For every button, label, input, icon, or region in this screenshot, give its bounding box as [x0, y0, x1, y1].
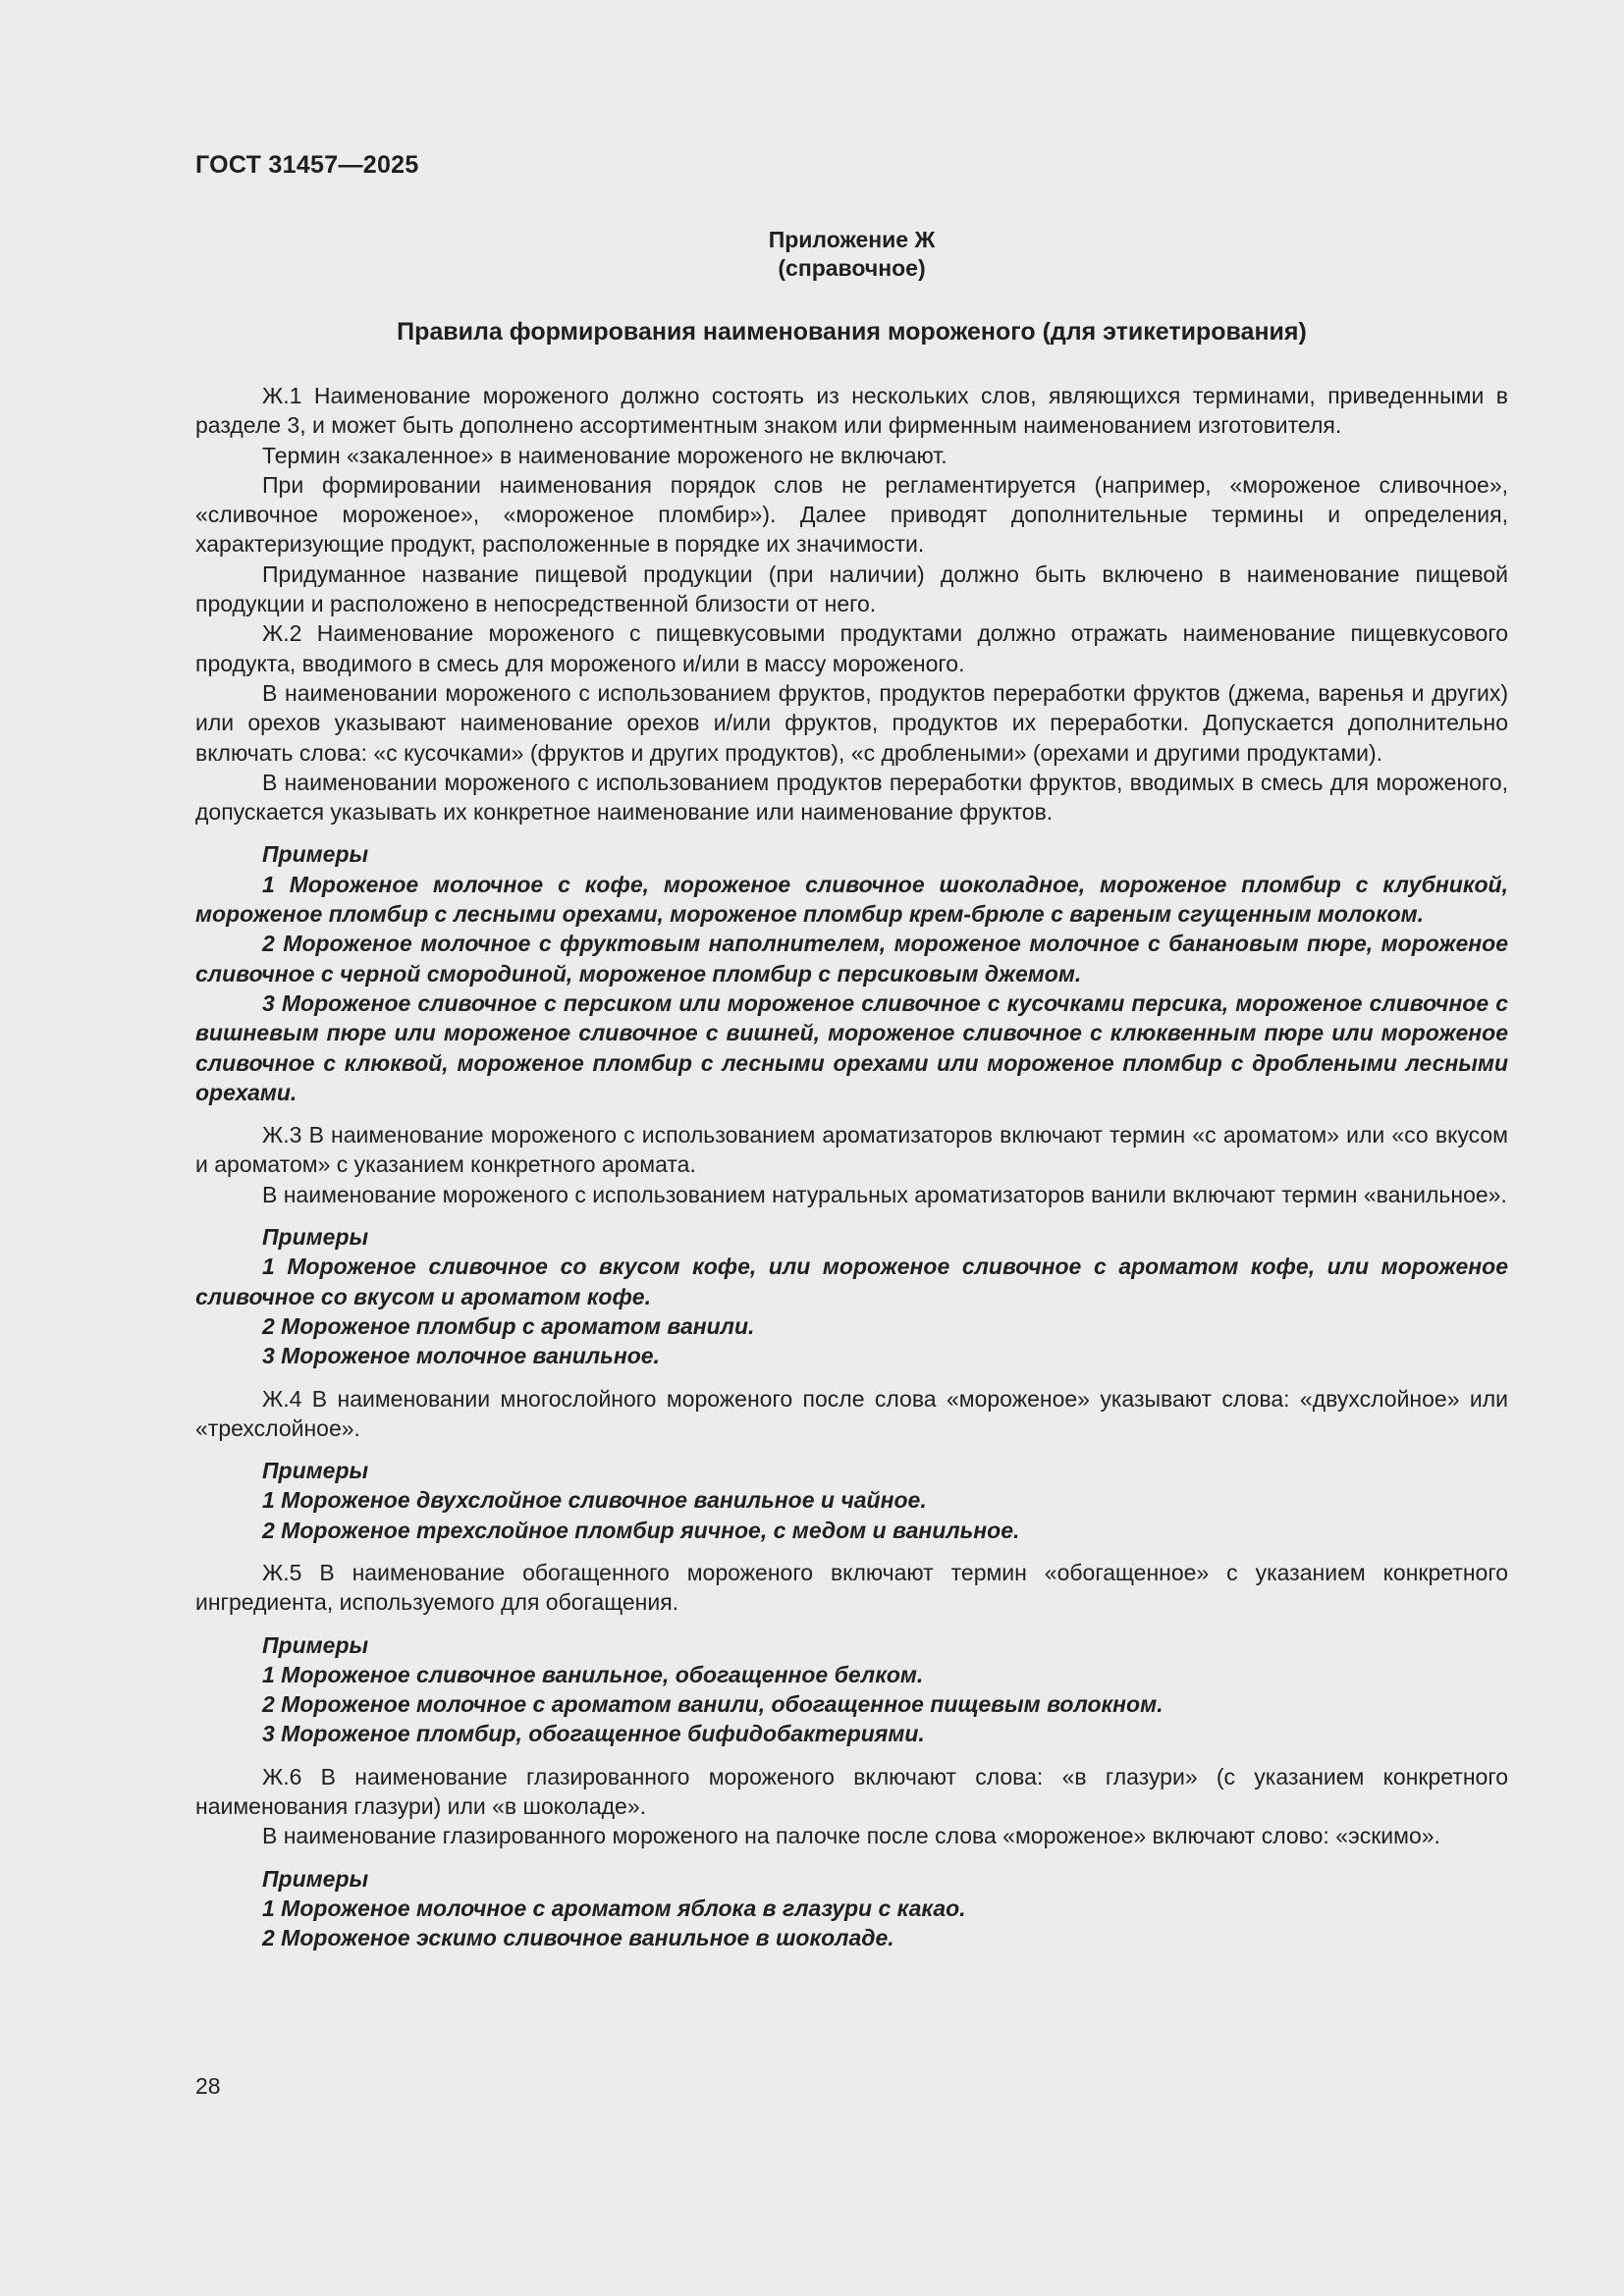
example-paragraph: 3 Мороженое молочное ванильное. — [262, 1343, 660, 1369]
body-paragraph: В наименовании мороженого с использованием продуктов переработки фруктов, вводимых в смесь для мороженого, допускается указывать их конкретное наименование или наименование фруктов. — [195, 769, 1508, 826]
body-paragraph: При формировании наименования порядок слов не регламентируется (например, «мороженое сливочное», «сливочное мороженое», «мороженое пломбир»). Далее приводят дополнительные термины и определения, характеризующие продукт, расположенные в порядке их значимости. — [195, 471, 1508, 558]
example-paragraph: 2 Мороженое эскимо сливочное ванильное в шоколаде. — [262, 1925, 894, 1951]
example-paragraph: Примеры — [262, 841, 369, 868]
body-paragraph: Придуманное название пищевой продукции (при наличии) должно быть включено в наименование пищевой продукции и расположено в непосредственной близости от него. — [195, 561, 1508, 617]
body-paragraph: Ж.6 В наименование глазированного мороженого включают слова: «в глазури» (с указанием конкретного наименования глазури) или «в шоколаде». — [195, 1763, 1508, 1820]
body-paragraph: Ж.1 Наименование мороженого должно состоять из нескольких слов, являющихся терминами, приведенными в разделе 3, и может быть дополнено ассортиментным знаком или фирменным наименованием изготовителя. — [195, 383, 1508, 439]
body-paragraph: Ж.3 В наименование мороженого с использованием ароматизаторов включают термин «с ароматом» или «со вкусом и ароматом» с указанием конкретного аромата. — [195, 1122, 1508, 1178]
annex-status: (справочное) — [778, 255, 926, 281]
body-paragraph: В наименовании мороженого с использованием фруктов, продуктов переработки фруктов (джема, варенья и других) или орехов указывают наименование орехов и/или фруктов, продуктов их переработки. Допускается дополнительно включать слова: «с кусочками» (фруктов и других продуктов), «с дроблеными» (орехами и другими продуктами). — [195, 679, 1508, 766]
example-paragraph: 3 Мороженое пломбир, обогащенное бифидобактериями. — [262, 1721, 925, 1747]
body-paragraph: Ж.2 Наименование мороженого с пищевкусовыми продуктами должно отражать наименование пищевкусового продукта, вводимого в смесь для мороженого и/или в массу мороженого. — [195, 620, 1508, 676]
body-paragraph: В наименование глазированного мороженого на палочке после слова «мороженое» включают слово: «эскимо». — [262, 1823, 1440, 1849]
body-paragraph: В наименование мороженого с использованием натуральных ароматизаторов ванили включают термин «ванильное». — [262, 1181, 1507, 1207]
example-paragraph: 2 Мороженое молочное с ароматом ванили, обогащенное пищевым волокном. — [262, 1691, 1164, 1718]
body-paragraph: Термин «закаленное» в наименование мороженого не включают. — [262, 442, 947, 468]
annex-title: Правила формирования наименования мороженого (для этикетирования) — [397, 318, 1307, 346]
example-paragraph: Примеры — [262, 1224, 369, 1251]
page-number: 28 — [195, 2073, 221, 2099]
example-paragraph: Примеры — [262, 1631, 369, 1658]
standard-designation: ГОСТ 31457—2025 — [195, 151, 419, 179]
example-paragraph: 2 Мороженое трехслойное пломбир яичное, с медом и ванильное. — [262, 1517, 1020, 1543]
example-paragraph: Примеры — [262, 1458, 369, 1484]
body-paragraph: Ж.4 В наименовании многослойного мороженого после слова «мороженое» указывают слова: «двухслойное» или «трехслойное». — [195, 1385, 1508, 1441]
example-paragraph: Примеры — [262, 1865, 369, 1892]
body-paragraph: Ж.5 В наименование обогащенного мороженого включают термин «обогащенное» с указанием конкретного ингредиента, используемого для обогащения. — [195, 1559, 1508, 1616]
example-paragraph: 1 Мороженое двухслойное сливочное ванильное и чайное. — [262, 1487, 927, 1514]
annex-heading — [195, 226, 1508, 283]
example-paragraph: 1 Мороженое сливочное со вкусом кофе, или мороженое сливочное с ароматом кофе, или мороженое сливочное со вкусом и ароматом кофе. — [195, 1254, 1508, 1309]
example-paragraph: 1 Мороженое сливочное ванильное, обогащенное белком. — [262, 1661, 924, 1687]
example-paragraph: 3 Мороженое сливочное с персиком или мороженое сливочное с кусочками персика, мороженое сливочное с вишневым пюре или мороженое сливочное с вишней, мороженое сливочное с клюквенным пюре или мороженое сливочное с клюквой, мороженое пломбир с лесными орехами или мороженое пломбир с дроблеными лесными орехами. — [195, 989, 1508, 1105]
example-paragraph: 2 Мороженое молочное с фруктовым наполнителем, мороженое молочное с банановым пюре, мороженое сливочное с черной смородиной, мороженое пломбир с персиковым джемом. — [195, 931, 1508, 987]
example-paragraph: 1 Мороженое молочное с кофе, мороженое сливочное шоколадное, мороженое пломбир с клубникой, мороженое пломбир с лесными орехами, мороженое пломбир крем-брюле с вареным сгущенным молоком. — [195, 871, 1508, 928]
document-body — [195, 381, 1508, 1953]
example-paragraph: 2 Мороженое пломбир с ароматом ванили. — [262, 1312, 755, 1339]
annex-label: Приложение Ж — [768, 227, 936, 252]
example-paragraph: 1 Мороженое молочное с ароматом яблока в глазури с какао. — [262, 1895, 966, 1921]
